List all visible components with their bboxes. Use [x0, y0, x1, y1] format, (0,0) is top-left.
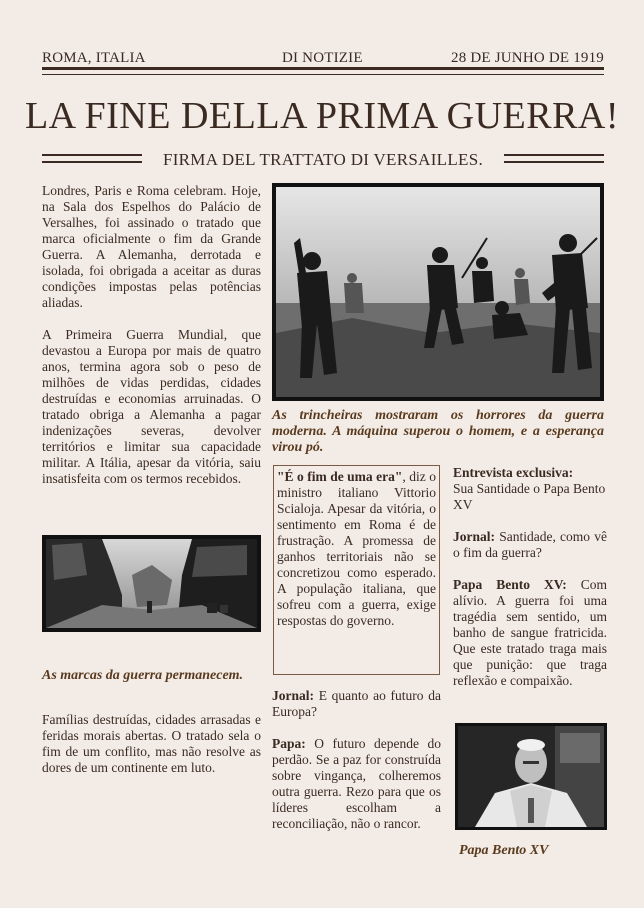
- right-question-label: Jornal:: [453, 529, 495, 544]
- middle-question-label: Jornal:: [272, 688, 314, 703]
- middle-interview: [272, 688, 441, 832]
- masthead-date: 28 DE JUNHO DE 1919: [451, 50, 604, 66]
- ruined-street-photo: [42, 535, 261, 632]
- left-photo-caption-wrap: [42, 668, 261, 684]
- middle-question-text: E quanto ao futuro da Europa?: [272, 688, 441, 719]
- masthead-rule-top: [42, 67, 604, 70]
- pope-caption-wrap: [455, 843, 607, 859]
- right-answer-label: Papa Bento XV:: [453, 577, 567, 592]
- left-photo-caption: As marcas da guerra permanecem.: [42, 668, 244, 683]
- right-interview: [453, 465, 607, 689]
- masthead-location: ROMA, ITALIA: [42, 50, 146, 66]
- pope-portrait-photo: [455, 723, 607, 830]
- quote-box-text: [277, 469, 436, 629]
- main-photo-caption-wrap: [272, 408, 604, 456]
- left-column-top: [42, 183, 261, 487]
- article-paragraph-3: Famílias destruídas, cidades arrasadas e feridas morais abertas. O tratado sela o fim de um conflito, mas não resolve as dores de um continente em luto.: [42, 712, 261, 775]
- quote-body: , diz o ministro italiano Vittorio Scialoja. Apesar da vitória, o sentimento em Roma é de frustração. A promessa de ganhos territoriais não se concretizou como esperado. A população italiana, que sofreu com a guerra, exige respostas do governo.: [277, 469, 436, 628]
- article-paragraph-2: A Primeira Guerra Mundial, que devastou a Europa por mais de quatro anos, termina agora sob o peso de milhões de vidas perdidas, cidades destruídas e economias arruinadas. O tratado obriga a Alemanha a pagar indenizações severas, devolver territórios e limitar sua capacidade militar. A Itália, apesar da vitória, saiu insatisfeita com os termos recebidos.: [42, 327, 261, 486]
- quote-headline: "É o fim de uma era": [277, 469, 403, 484]
- pope-portrait-caption: Papa Bento XV: [459, 843, 549, 858]
- middle-answer-text: O futuro depende do perdão. Se a paz for construída sobre vingança, colheremos outra guerra. Rezo para que os líderes escolham a reconciliação, não o rancor.: [272, 736, 441, 831]
- middle-answer-label: Papa:: [272, 736, 306, 751]
- masthead-rule-bottom: [42, 74, 604, 75]
- main-photo-caption: As trincheiras mostraram os horrores da guerra moderna. A máquina superou o homem, e a esperança virou pó.: [272, 408, 604, 455]
- interview-intro: Sua Santidade o Papa Bento XV: [453, 481, 606, 512]
- quote-box: [273, 465, 440, 675]
- left-column-bottom: [42, 712, 261, 776]
- right-answer-text: Com alívio. A guerra foi uma tragédia sem sentido, um banho de sangue fratricida. Que este tratado traga mais que punição: que traga reflexão e compaixão.: [453, 577, 607, 688]
- masthead-name: DI NOTIZIE: [282, 50, 363, 66]
- subheadline-row: [42, 150, 604, 170]
- right-question-text: Santidade, como vê o fim da guerra?: [453, 529, 607, 560]
- battlefield-photo: [272, 183, 604, 401]
- headline: LA FINE DELLA PRIMA GUERRA!: [24, 95, 620, 137]
- interview-heading: Entrevista exclusiva:: [453, 465, 574, 480]
- subheadline: FIRMA DEL TRATTATO DI VERSAILLES.: [159, 150, 487, 169]
- article-paragraph-1: Londres, Paris e Roma celebram. Hoje, na Sala dos Espelhos do Palácio de Versalhes, foi assinado o tratado que marca oficialmente o fim da Grande Guerra. A Alemanha, derrotada e isolada, foi obrigada a aceitar as duras condições impostas pelas potências aliadas.: [42, 183, 261, 310]
